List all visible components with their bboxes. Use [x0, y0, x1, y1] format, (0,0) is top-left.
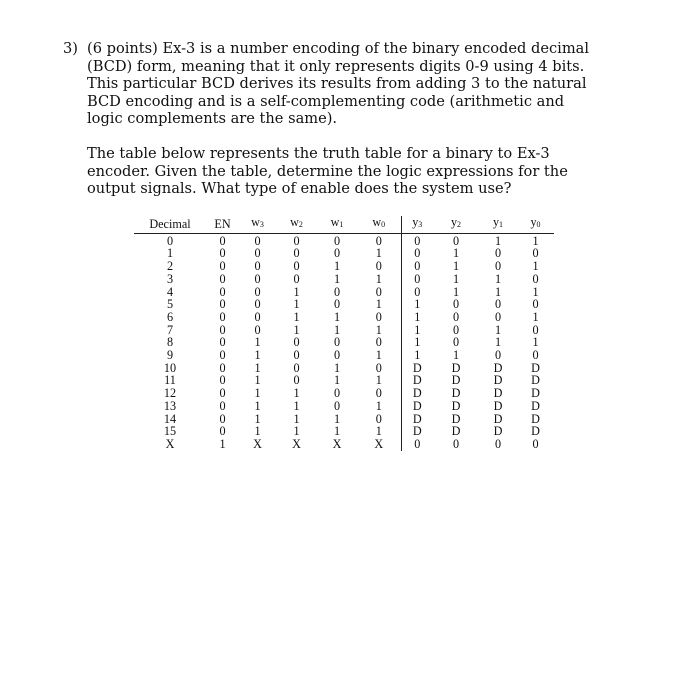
table-cell: 0	[333, 233, 341, 248]
table-cell: 0	[293, 373, 300, 388]
table-cell: 0	[452, 335, 460, 350]
question-block	[63, 40, 623, 198]
table-cell: 0	[219, 348, 226, 363]
table-cell: 0	[219, 284, 226, 299]
question-number: 3)	[63, 40, 78, 57]
table-cell: D	[451, 398, 461, 413]
table-row	[134, 286, 554, 299]
table-cell: 8	[166, 335, 174, 350]
table-cell: 0	[219, 335, 226, 350]
table-cell: 0	[532, 246, 539, 261]
column-header: Decimal	[134, 216, 206, 233]
table-row	[134, 362, 554, 375]
table-row	[134, 233, 554, 247]
table-cell: 1	[494, 271, 502, 286]
table-cell: 4	[166, 284, 174, 299]
table-cell: 0	[254, 297, 261, 312]
table-cell: 0	[219, 271, 226, 286]
table-cell: 0	[452, 436, 460, 451]
table-cell: 0	[219, 360, 226, 375]
table-cell: 1	[375, 297, 382, 312]
table-cell: 1	[254, 424, 261, 439]
table-cell: 0	[401, 233, 433, 247]
table-cell: X	[374, 436, 384, 451]
table-cell: D	[401, 387, 433, 400]
table-cell: 0	[293, 246, 300, 261]
table-cell: 0	[452, 233, 460, 248]
table-cell: 1	[293, 411, 300, 426]
table-cell: 0	[375, 335, 382, 350]
table-row	[134, 260, 554, 273]
table-cell: 1	[254, 335, 261, 350]
table-cell: 1	[494, 233, 502, 248]
table-cell: 0	[375, 309, 382, 324]
column-header: EN	[206, 216, 239, 233]
table-cell: 1	[333, 259, 341, 274]
table-cell: 0	[494, 436, 502, 451]
table-cell: 1	[166, 246, 174, 261]
table-cell: 0	[532, 322, 539, 337]
table-cell: D	[531, 373, 540, 388]
table-cell: 1	[333, 424, 341, 439]
table-row	[134, 247, 554, 260]
table-cell: 0	[532, 271, 539, 286]
table-cell: 0	[494, 309, 502, 324]
table-cell: 1	[254, 348, 261, 363]
table-cell: 13	[163, 398, 177, 413]
column-header: y0	[517, 216, 554, 233]
table-cell: D	[493, 411, 503, 426]
table-row	[134, 349, 554, 362]
table-cell: D	[531, 398, 540, 413]
table-cell: 0	[333, 348, 341, 363]
table-cell: 1	[293, 424, 300, 439]
table-cell: 14	[163, 411, 177, 426]
table-row	[134, 413, 554, 426]
table-cell: 0	[494, 297, 502, 312]
table-cell: 0	[494, 259, 502, 274]
table-cell: 0	[401, 438, 433, 451]
table-row	[134, 400, 554, 413]
table-cell: 1	[494, 322, 502, 337]
table-cell: 0	[452, 297, 460, 312]
table-cell: X	[165, 436, 175, 451]
question-task-paragraph: The table below represents the truth table for a binary to Ex-3 encoder. Given the table, determine the logic expressions for the output signals. What type of enable does the system use?	[87, 144, 568, 198]
truth-table	[134, 216, 554, 451]
table-cell: X	[292, 436, 301, 451]
table-cell: 0	[219, 297, 226, 312]
table-cell: D	[451, 373, 461, 388]
table-cell: 1	[375, 271, 382, 286]
table-cell: 3	[166, 271, 174, 286]
table-cell: 0	[219, 259, 226, 274]
table-cell: 1	[532, 309, 539, 324]
table-cell: 0	[293, 335, 300, 350]
table-row	[134, 336, 554, 349]
table-cell: 1	[375, 398, 382, 413]
table-cell: 0	[219, 398, 226, 413]
table-cell: 0	[254, 246, 261, 261]
table-cell: 0	[333, 398, 341, 413]
table-row	[134, 324, 554, 337]
table-cell: D	[531, 360, 540, 375]
table-cell: D	[401, 425, 433, 438]
table-cell: 1	[293, 309, 300, 324]
table-cell: 1	[219, 436, 226, 451]
table-cell: 10	[163, 360, 177, 375]
table-row	[134, 298, 554, 311]
table-cell: D	[493, 398, 503, 413]
table-cell: 1	[401, 336, 433, 349]
table-cell: 0	[254, 259, 261, 274]
table-cell: 0	[375, 386, 382, 401]
table-cell: D	[451, 386, 461, 401]
table-cell: 0	[333, 297, 341, 312]
table-cell: 1	[401, 298, 433, 311]
table-cell: D	[493, 360, 503, 375]
column-header: y3	[401, 216, 433, 233]
table-cell: D	[531, 386, 540, 401]
table-row	[134, 273, 554, 286]
table-cell: 1	[401, 324, 433, 337]
table-cell: 0	[452, 322, 460, 337]
table-cell: 0	[333, 335, 341, 350]
question-intro-paragraph: (6 points) Ex-3 is a number encoding of the binary encoded decimal (BCD) form, meaning that it only represents digits 0-9 using 4 bits. This particular BCD derives its results from adding 3 to the natural BCD encoding and is a self-complementing code (arithmetic and logic complements are the same).	[87, 40, 590, 128]
table-cell: 1	[333, 322, 341, 337]
table-cell: 1	[532, 284, 539, 299]
table-cell: 6	[166, 309, 174, 324]
table-cell: 0	[293, 271, 300, 286]
table-cell: X	[332, 436, 342, 451]
table-row	[134, 311, 554, 324]
table-cell: 1	[254, 373, 261, 388]
table-cell: 0	[401, 273, 433, 286]
table-cell: 0	[375, 259, 382, 274]
table-cell: 0	[293, 233, 300, 248]
table-row	[134, 425, 554, 438]
table-body	[134, 233, 554, 450]
table-cell: 0	[219, 309, 226, 324]
table-cell: 0	[254, 284, 261, 299]
table-cell: 0	[254, 309, 261, 324]
table-cell: 7	[166, 322, 174, 337]
table-header-row	[134, 216, 554, 233]
table-cell: D	[493, 386, 503, 401]
table-cell: 1	[254, 386, 261, 401]
column-header: w1	[317, 216, 357, 233]
table-cell: 1	[254, 360, 261, 375]
table-cell: 0	[401, 247, 433, 260]
table-cell: D	[451, 424, 461, 439]
table-cell: 1	[452, 284, 460, 299]
table-cell: D	[451, 360, 461, 375]
table-cell: 1	[333, 360, 341, 375]
table-cell: 1	[293, 297, 300, 312]
table-cell: 0	[375, 360, 382, 375]
table-cell: 0	[254, 322, 261, 337]
table-cell: 12	[163, 386, 177, 401]
table-cell: D	[531, 424, 540, 439]
column-header: w0	[357, 216, 401, 233]
table-cell: D	[493, 424, 503, 439]
table-cell: 0	[293, 348, 300, 363]
table-cell: 1	[532, 335, 539, 350]
table-cell: 1	[293, 322, 300, 337]
table-cell: 1	[375, 348, 382, 363]
table-cell: X	[253, 436, 262, 451]
table-cell: 1	[401, 311, 433, 324]
table-cell: 1	[452, 246, 460, 261]
table-cell: 0	[375, 411, 382, 426]
table-cell: 0	[333, 284, 341, 299]
column-header: y1	[479, 216, 517, 233]
table-cell: 0	[494, 246, 502, 261]
table-cell: 1	[532, 233, 539, 248]
table-cell: 1	[375, 322, 382, 337]
table-cell: 1	[333, 309, 341, 324]
table-cell: 1	[401, 349, 433, 362]
table-row	[134, 438, 554, 451]
table-cell: 0	[293, 259, 300, 274]
column-header: w2	[276, 216, 317, 233]
table-cell: 11	[164, 373, 176, 388]
table-cell: 1	[333, 373, 341, 388]
table-cell: 1	[375, 246, 382, 261]
table-cell: D	[401, 413, 433, 426]
column-header: y2	[433, 216, 479, 233]
table-cell: 2	[166, 259, 174, 274]
table-cell: 1	[532, 259, 539, 274]
table-cell: 0	[219, 386, 226, 401]
table-cell: 0	[375, 233, 382, 248]
table-cell: 0	[254, 233, 261, 248]
table-row	[134, 387, 554, 400]
table-cell: 1	[375, 424, 382, 439]
table-cell: 1	[254, 411, 261, 426]
table-cell: 0	[494, 348, 502, 363]
table-cell: 0	[333, 386, 341, 401]
table-cell: 0	[333, 246, 341, 261]
table-cell: 1	[293, 398, 300, 413]
table-cell: 0	[166, 233, 174, 248]
table-cell: 15	[163, 424, 177, 439]
table-cell: 0	[254, 271, 261, 286]
table-cell: D	[401, 374, 433, 387]
table-cell: 1	[452, 259, 460, 274]
table-cell: 1	[452, 348, 460, 363]
table-cell: 0	[219, 411, 226, 426]
table-cell: 0	[219, 322, 226, 337]
table-cell: 1	[375, 373, 382, 388]
table-cell: 0	[219, 424, 226, 439]
table-cell: 1	[293, 386, 300, 401]
table-cell: 1	[333, 411, 341, 426]
table-cell: 0	[532, 348, 539, 363]
column-header: w3	[239, 216, 276, 233]
table-cell: D	[451, 411, 461, 426]
table-cell: D	[401, 362, 433, 375]
table-cell: 0	[401, 286, 433, 299]
table-cell: 1	[293, 284, 300, 299]
table-cell: 0	[532, 436, 539, 451]
table-cell: 1	[494, 335, 502, 350]
table-cell: 0	[219, 233, 226, 248]
table-cell: D	[531, 411, 540, 426]
table-cell: D	[493, 373, 503, 388]
table-cell: 0	[293, 360, 300, 375]
table-cell: 0	[452, 309, 460, 324]
table-cell: 0	[219, 246, 226, 261]
table-cell: 1	[452, 271, 460, 286]
table-cell: 0	[532, 297, 539, 312]
table-cell: 0	[219, 373, 226, 388]
table-cell: 1	[254, 398, 261, 413]
table-row	[134, 374, 554, 387]
table-cell: 5	[166, 297, 174, 312]
table-cell: 0	[375, 284, 382, 299]
table-cell: 9	[166, 348, 174, 363]
table-cell: 0	[401, 260, 433, 273]
table-cell: 1	[494, 284, 502, 299]
table-cell: 1	[333, 271, 341, 286]
table-cell: D	[401, 400, 433, 413]
